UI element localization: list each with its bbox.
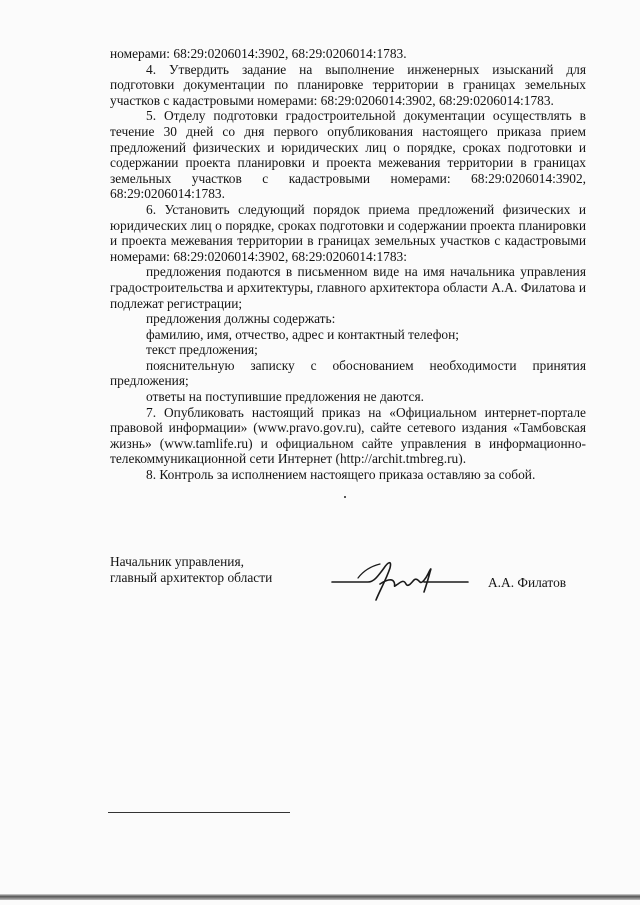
paragraph-item-6-replies: ответы на поступившие предложения не даются. — [146, 389, 424, 405]
paragraph-item-6: 6. Установить следующий порядок приема предложений физических и юридических лиц о порядке, сроках подготовки и содержании проекта планировки и проекта межевания территории в границах земельных участков с кадастровыми номерами: 68:29:0206014:3902, 68:29:0206014:1783: — [110, 201, 586, 264]
signatory-title-line-2: главный архитектор области — [110, 569, 273, 585]
signatory-title — [110, 554, 272, 585]
paragraph-item-6-note: пояснительную записку с обоснованием необходимости принятия предложения; — [110, 357, 586, 389]
signatory-title-line-1: Начальник управления, — [110, 554, 244, 569]
paragraph-item-6-text: текст предложения; — [146, 342, 258, 358]
signatory-name: А.А. Филатов — [488, 575, 567, 590]
paragraph-item-8: 8. Контроль за исполнением настоящего приказа оставляю за собой. — [146, 467, 536, 483]
paragraph-item-6-contents: предложения должны содержать: — [146, 311, 336, 327]
handwritten-signature — [328, 556, 478, 606]
scan-speck — [344, 496, 346, 498]
paragraph-item-5: 5. Отделу подготовки градостроительной документации осуществлять в течение 30 дней со дня первого опубликования настоящего приказа прием предложений физических и юридических лиц о порядке, сроках подготовки и содержании проекта планировки и проекта межевания территории в границах земельных участков с кадастровыми номерами: 68:29:0206014:3902, 68:29:0206014:1783. — [110, 108, 586, 202]
document-body — [110, 46, 586, 483]
paragraph-item-6-name: фамилию, имя, отчество, адрес и контактный телефон; — [146, 326, 459, 342]
signature-block — [110, 554, 590, 614]
scan-edge — [0, 894, 640, 900]
paragraph-continuation: номерами: 68:29:0206014:3902, 68:29:0206014:1783. — [110, 46, 407, 61]
paragraph-item-7: 7. Опубликовать настоящий приказ на «Официальном интернет-портале правовой информации» (www.pravo.gov.ru), сайте сетевого издания «Тамбовская жизнь» (www.tamlife.ru) и официальном сайте управления в информационно-телекоммуникационной сети Интернет (http://archit.tmbreg.ru). — [110, 404, 586, 467]
footnote-rule — [108, 812, 290, 813]
paragraph-item-4: 4. Утвердить задание на выполнение инженерных изысканий для подготовки документации по планировке территории в границах земельных участков с кадастровыми номерами: 68:29:0206014:3902, 68:29:0206014:1783. — [110, 61, 586, 108]
paragraph-item-6-submission: предложения подаются в письменном виде на имя начальника управления градостроительства и архитектуры, главного архитектора области А.А. Филатова и подлежат регистрации; — [110, 264, 586, 311]
